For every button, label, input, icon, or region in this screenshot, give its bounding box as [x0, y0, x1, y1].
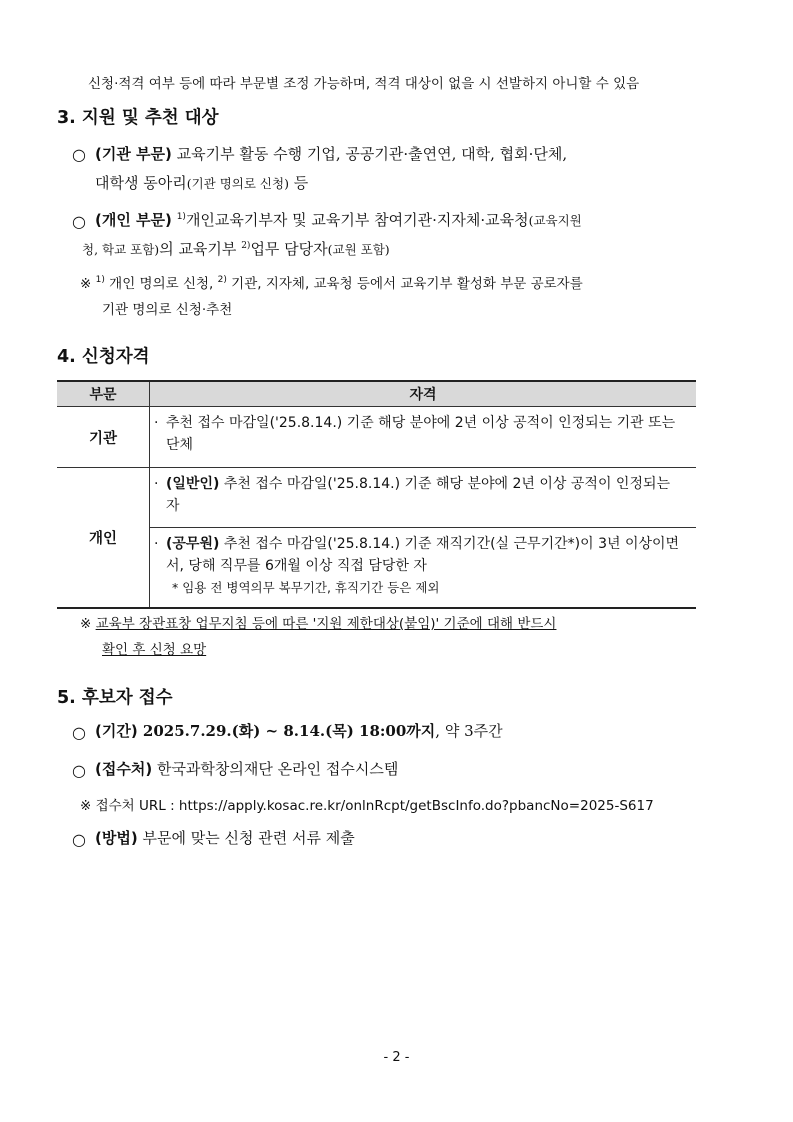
footnote-mark: 2): [241, 241, 251, 251]
item-text: 의 교육기부: [159, 240, 242, 258]
row-category: 기관: [57, 407, 150, 468]
table-row: [57, 407, 696, 468]
note-text: 교육부 장관표창 업무지침 등에 따른 '지원 제한대상(붙임)' 기준에 대해 반드시: [95, 616, 557, 632]
table-header-category: 부문: [57, 381, 150, 407]
section-3-note-line-1: [80, 272, 583, 292]
item-text: 교육기부 활동 수행 기업, 공공기관·출연연, 대학, 협회·단체,: [171, 145, 568, 163]
item-small-text: (교육지원: [528, 213, 582, 228]
section-4-title: 4. 신청자격: [57, 347, 150, 367]
item-small-text: (교원 포함): [327, 242, 390, 257]
bullet: ○: [72, 212, 86, 231]
period-suffix: , 약 3주간: [435, 722, 503, 740]
intro-note: 신청·적격 여부 등에 따라 부문별 조정 가능하며, 적격 대상이 없을 시 선발하지 아니할 수 있음: [88, 76, 640, 92]
footnote-mark: 1): [95, 275, 105, 285]
section-3-item-2-line-2: [82, 238, 390, 259]
application-place: [95, 758, 398, 779]
bullet: ○: [72, 145, 86, 164]
item-small-text: 청, 학교 포함): [82, 242, 160, 257]
row-content: [150, 528, 697, 609]
method-value: 부문에 맞는 신청 관련 서류 제출: [137, 829, 355, 847]
item-dot: ·: [154, 476, 159, 492]
section-3-title: 3. 지원 및 추천 대상: [57, 108, 219, 128]
item-text: 등: [288, 174, 309, 192]
item-text: 추천 접수 마감일('25.8.14.) 기준 재직기간(실 근무기간*)이 3년 이상이면서, 당해 직무를 6개월 이상 직접 담당한 자: [166, 536, 680, 574]
bullet: ○: [72, 761, 86, 780]
item-label: (일반인): [166, 476, 220, 492]
item-label: (공무원): [166, 536, 220, 552]
section-4-note-line-1: [80, 612, 556, 632]
item-footnote: * 임용 전 병역의무 복무기간, 휴직기간 등은 제외: [172, 580, 440, 595]
section-3-item-1-line-1: [95, 143, 567, 164]
item-text: 추천 접수 마감일('25.8.14.) 기준 해당 분야에 2년 이상 공적이 인정되는 자: [166, 476, 671, 514]
note-text: 개인 명의로 신청,: [104, 276, 218, 292]
note-text: 기관, 지자체, 교육청 등에서 교육기부 활성화 부문 공로자를: [226, 276, 583, 292]
item-label: (기관 부문): [95, 145, 172, 163]
method-label: (방법): [95, 829, 138, 847]
row-category: 개인: [57, 468, 150, 609]
item-dot: ·: [154, 415, 159, 431]
note-mark: ※: [80, 616, 92, 632]
submission-url-note: ※ 접수처 URL : https://apply.kosac.re.kr/onlnRcpt/getBscInfo.do?pbancNo=2025-S617: [80, 798, 654, 814]
qualification-item: [150, 468, 696, 527]
item-small-text: (기관 명의로 신청): [186, 176, 289, 191]
item-label: (개인 부문): [95, 211, 172, 229]
application-method: [95, 827, 355, 848]
page-number: - 2 -: [383, 1050, 410, 1065]
table-header-row: [57, 381, 696, 407]
item-text: 대학생 동아리: [95, 174, 187, 192]
qualification-item: [150, 528, 696, 607]
section-5-title: 5. 후보자 접수: [57, 688, 173, 708]
application-period: [95, 720, 503, 741]
bullet: ○: [72, 830, 86, 849]
row-content: [150, 407, 697, 468]
table-row: [57, 468, 696, 528]
table-header-qualification: 자격: [150, 381, 697, 407]
period-label: (기간): [95, 722, 138, 740]
item-text: 개인교육기부자 및 교육기부 참여기관·지자체·교육청: [185, 211, 529, 229]
section-4-note-line-2: 확인 후 신청 요망: [102, 642, 207, 658]
note-mark: ※: [80, 276, 92, 292]
section-3-note-line-2: 기관 명의로 신청·추천: [102, 302, 233, 318]
place-label: (접수처): [95, 760, 153, 778]
table-row: [57, 528, 696, 609]
place-value: 한국과학창의재단 온라인 접수시스템: [152, 760, 399, 778]
footnote-mark: 2): [217, 275, 227, 285]
bullet: ○: [72, 723, 86, 742]
qualification-table: [57, 380, 696, 609]
section-3-item-2-line-1: [95, 209, 582, 230]
qualification-item: [150, 407, 696, 467]
footnote-mark: 1): [176, 212, 186, 222]
item-text: 추천 접수 마감일('25.8.14.) 기준 해당 분야에 2년 이상 공적이 인정되는 기관 또는 단체: [166, 415, 676, 453]
row-content: [150, 468, 697, 528]
section-3-item-1-line-2: [95, 172, 308, 193]
period-value: 2025.7.29.(화) ~ 8.14.(목) 18:00까지: [137, 722, 436, 740]
item-text: 업무 담당자: [250, 240, 328, 258]
item-dot: ·: [154, 536, 159, 552]
